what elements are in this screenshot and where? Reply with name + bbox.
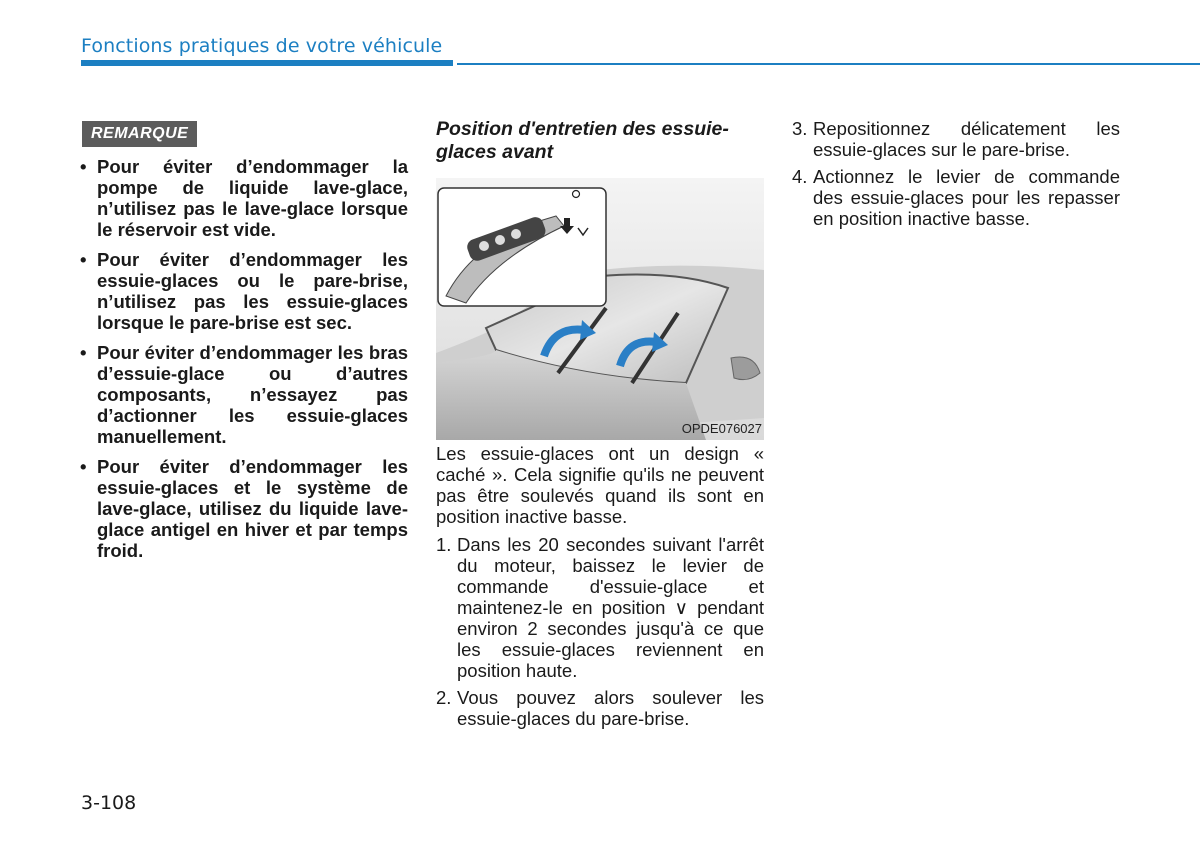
remark-bullet: • Pour éviter d’endommager les essuie-glaces et le système de lave-glace, utilisez du liquide lave-glace antigel en hiver et par temps froid. [78, 456, 408, 561]
remark-bullet: • Pour éviter d’endommager les essuie-glaces ou le pare-brise, n’utilisez pas les essuie-glaces lorsque le pare-brise est sec. [78, 249, 408, 333]
header-rule-thick [81, 60, 453, 66]
step-item [436, 687, 764, 729]
step-text: Dans les 20 secondes suivant l'arrêt du moteur, baissez le levier de commande d'essuie-glace et maintenez-le en position ∨ pendant environ 2 secondes jusqu'à ce que les essuie-glaces reviennent en position haute. [457, 534, 764, 681]
step-number: 3. [792, 118, 808, 139]
remark-label: REMARQUE [82, 121, 197, 147]
figure-code: OPDE076027 [681, 421, 762, 436]
remark-list [78, 156, 408, 570]
steps-list-col2 [436, 534, 764, 735]
header-rule-thin [457, 63, 1200, 65]
step-text: Actionnez le levier de commande des essuie-glaces pour les repasser en position inactive basse. [813, 166, 1120, 229]
chapter-title: Fonctions pratiques de votre véhicule [81, 35, 443, 57]
step-item [792, 118, 1120, 160]
remark-bullet: • Pour éviter d’endommager les bras d’essuie-glace ou d’autres composants, n’essayez pas d’actionner les essuie-glaces manuellement. [78, 342, 408, 447]
step-item [792, 166, 1120, 229]
step-text: Repositionnez délicatement les essuie-glaces sur le pare-brise. [813, 118, 1120, 160]
remark-bullet: • Pour éviter d’endommager la pompe de liquide lave-glace, n’utilisez pas le lave-glace lorsque le réservoir est vide. [78, 156, 408, 240]
page-number: 3-108 [81, 792, 137, 814]
wiper-service-illustration [436, 178, 764, 440]
step-number: 2. [436, 687, 452, 708]
step-number: 1. [436, 534, 452, 555]
intro-paragraph: Les essuie-glaces ont un design « caché ». Cela signifie qu'ils ne peuvent pas être soulevés quand ils sont en position inactive basse. [436, 443, 764, 527]
step-item [436, 534, 764, 681]
step-text: Vous pouvez alors soulever les essuie-glaces du pare-brise. [457, 687, 764, 729]
section-title: Position d'entretien des essuie-glaces avant [436, 118, 729, 163]
car-windshield-image [436, 178, 764, 440]
step-number: 4. [792, 166, 808, 187]
steps-list-col3 [792, 118, 1120, 235]
